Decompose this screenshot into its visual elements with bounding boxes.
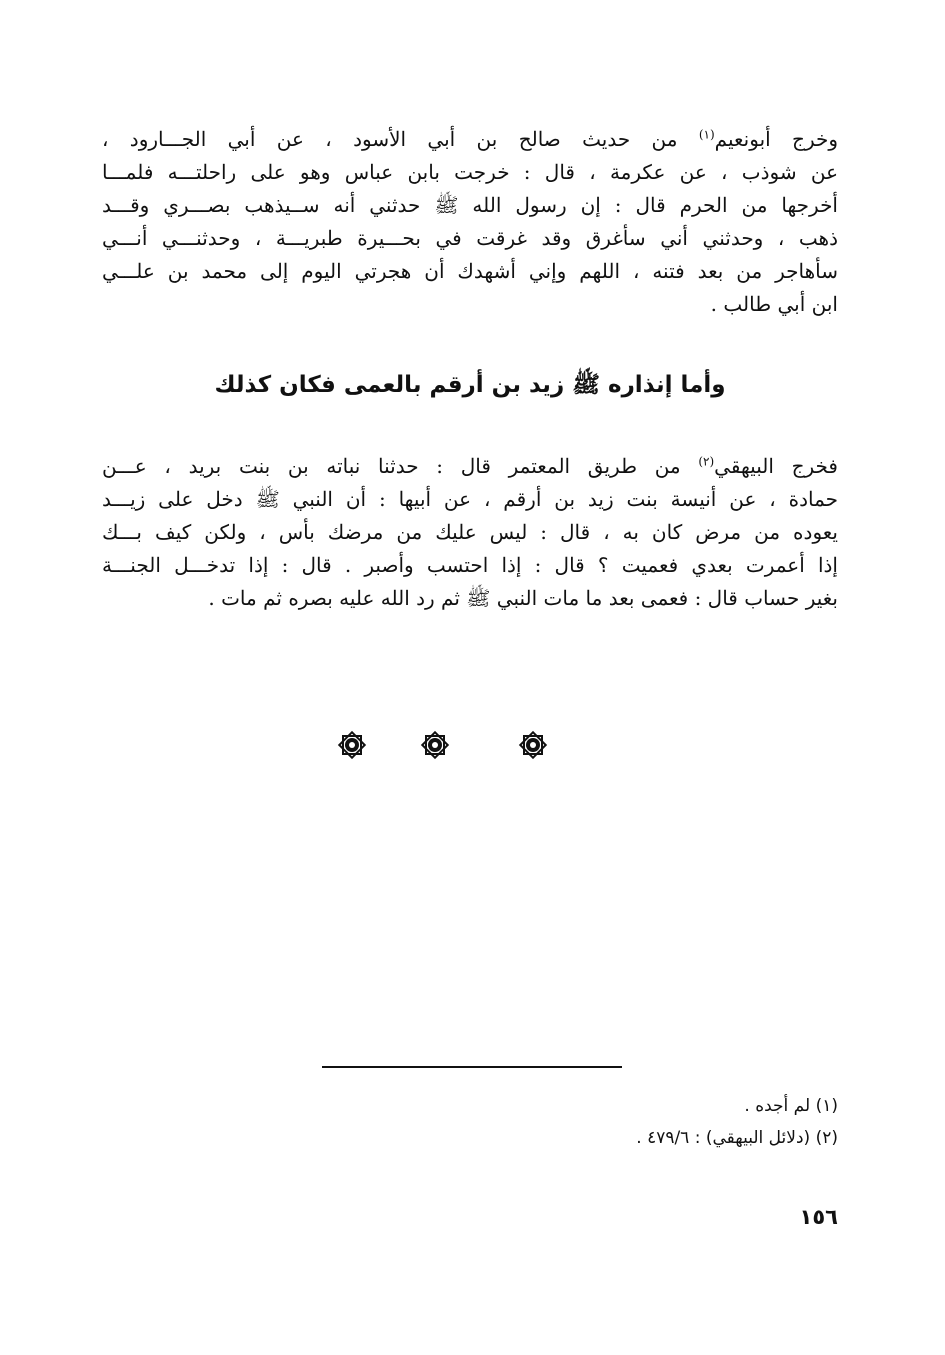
page-number: ١٥٦ — [799, 1205, 838, 1229]
line-text: من حديث صالح بن أبي الأسود ، عن أبي الجـــارود ، — [102, 127, 699, 151]
paragraph-line — [102, 123, 838, 156]
paragraph-line: ذهب ، وحدثني أني سأغرق وقد غرقت في بحـــيرة طبريـــة ، وحدثنـــي أنـــي — [102, 226, 838, 250]
section-divider-ornaments — [0, 728, 945, 764]
section-heading: وأما إنذاره ﷺ زيد بن أرقم بالعمى فكان كذلك — [214, 372, 726, 398]
paragraph-line — [102, 450, 838, 483]
paragraph-line: حمادة ، عن أنيسة بنت زيد بن أرقم ، عن أبيها : أن النبي ﷺ دخل على زيـــد — [102, 487, 838, 511]
paragraph-line: سأهاجر من بعد فتنه ، اللهم وإني أشهدك أن هجرتي اليوم إلى محمد بن علـــي — [102, 259, 838, 283]
footnote-2: (٢) (دلائل البيهقي) : ٤٧٩/٦ . — [636, 1128, 838, 1148]
footnote-marker[interactable]: (١) — [698, 127, 715, 142]
paragraph-2 — [102, 450, 838, 615]
paragraph-line: بغير حساب قال : فعمى بعد ما مات النبي ﷺ ثم رد الله عليه بصره ثم مات . — [208, 586, 838, 610]
line-text: من طريق المعتمر قال : حدثنا نباته بن بنت بريد ، عـــن — [102, 454, 699, 478]
paragraph-line: إذا أعمرت بعدي فعميت ؟ قال : إذا احتسب وأصبر . قال : إذا تدخـــل الجنـــة — [102, 553, 838, 577]
line-text: فخرج البيهقي — [714, 454, 838, 478]
footnotes — [102, 1090, 838, 1154]
line-text: وخرج أبونعيم — [714, 127, 838, 151]
footnote-marker[interactable]: (٢) — [698, 454, 715, 469]
rosette-ornament-icon — [418, 728, 452, 762]
paragraph-line: عن شوذب ، عن عكرمة ، قال : خرجت بابن عباس وهو على راحلتـــه فلمـــا — [102, 160, 838, 184]
paragraph-line: أخرجها من الحرم قال : إن رسول الله ﷺ حدثني أنه ســيذهب بصـــري وقـــد — [102, 193, 838, 217]
paragraph-line: ابن أبي طالب . — [710, 292, 838, 316]
footnote-separator — [322, 1066, 622, 1068]
rosette-ornament-icon — [335, 728, 369, 762]
paragraph-line: يعوده من مرض كان به ، قال : ليس عليك من مرضك بأس ، ولكن كيف بـــك — [102, 520, 838, 544]
paragraph-1 — [102, 123, 838, 321]
rosette-ornament-icon — [516, 728, 550, 762]
footnote-1: (١) لم أجده . — [744, 1096, 838, 1116]
